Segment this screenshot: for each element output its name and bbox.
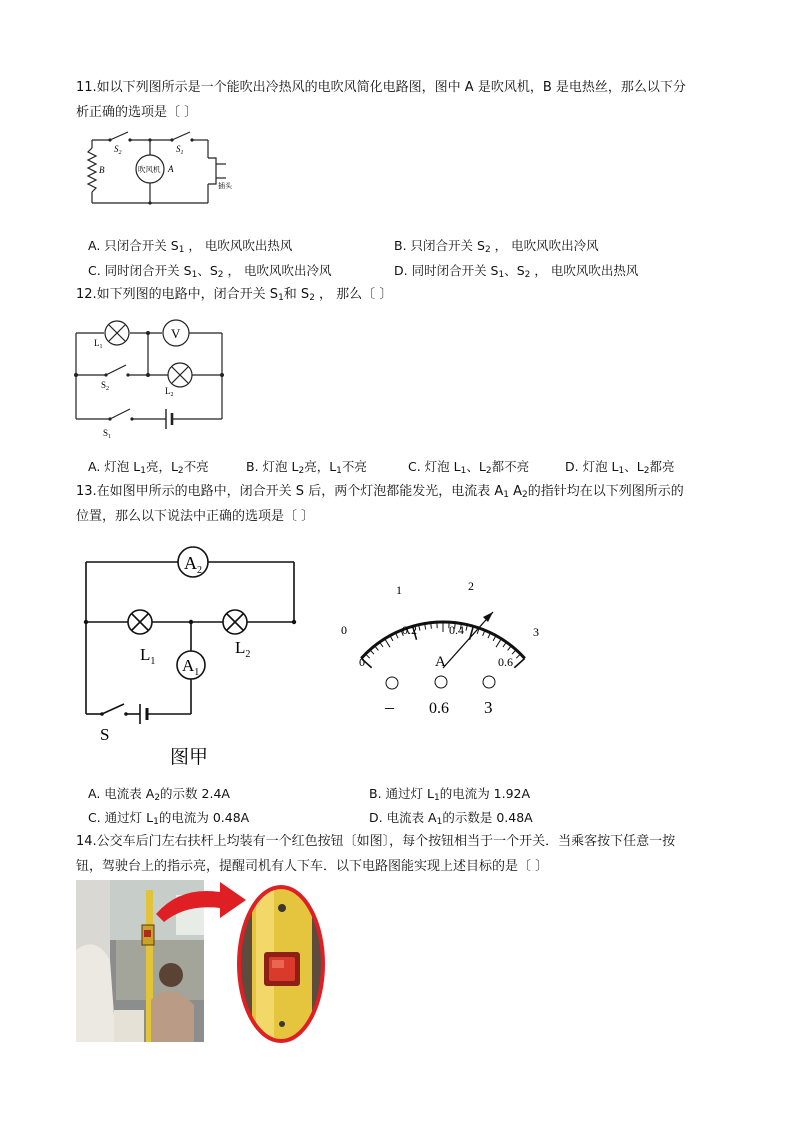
q13-option-b[interactable]: B. 通过灯 $L_1$的电流为 1.92A [369, 786, 531, 803]
q13-meter-unit: A [435, 654, 446, 670]
q13-label-a1: $A_1$ [182, 656, 200, 678]
q13-text-line1: 13.在如图甲所示的电路中，闭合开关 S 后，两个灯泡都能发光，电流表 $A_1$ $A_2$的指针均在以下列图所示的 [76, 484, 684, 500]
q12-label-s1: $S_1$ [103, 428, 112, 440]
q12-option-d[interactable]: D. 灯泡 $L_1$、$L_2$都亮 [565, 459, 675, 476]
q13-terminal-minus [386, 677, 398, 689]
q11-label-motor: 吹风机 [138, 165, 161, 174]
q13-meter-tick [375, 646, 379, 651]
q11-label-plug: 插头 [218, 182, 232, 190]
q12-switch-s1 [110, 409, 130, 419]
q13-terminal-label-3: 3 [484, 698, 493, 717]
q11-option-b[interactable]: B. 只闭合开关 $S_2$ ， 电吹风吹出冷风 [394, 238, 599, 255]
q11-text-line1: 11.如以下列图所示是一个能吹出冷热风的电吹风简化电路图，图中 A 是吹风机，B 是电热丝，那么以下分 [76, 80, 686, 95]
q13-meter-tick [514, 658, 524, 667]
q13-terminal-06 [435, 676, 447, 688]
q12-text: 12.如下列图的电路中，闭合开关 $S_1$和 $S_2$ ， 那么〔 〕 [76, 287, 393, 303]
q12-circuit-diagram [70, 315, 230, 440]
q11-label-a: A [168, 164, 174, 174]
q11-text-line2: 析正确的选项是〔 〕 [76, 105, 198, 120]
q14-arrow-icon [150, 878, 250, 928]
q13-option-c[interactable]: C. 通过灯 $L_1$的电流为 0.48A [88, 810, 250, 827]
q12-option-a[interactable]: A. 灯泡 $L_1$亮，$L_2$不亮 [88, 459, 209, 476]
q14-text-line2: 钮，驾驶台上的指示亮，提醒司机有人下车．以下电路图能实现上述目标的是〔 〕 [76, 859, 549, 874]
q11-label-s2: $S_2$ [114, 144, 122, 156]
q14-button-closeup [236, 884, 326, 1044]
q11-plug [208, 158, 216, 184]
q13-meter-tick [385, 639, 390, 647]
q13-meter-tick [431, 623, 432, 629]
q13-label-a2: $A_2$ [184, 553, 202, 576]
q12-label-s2: $S_2$ [101, 380, 110, 392]
q13-circuit-diagram [80, 540, 305, 770]
q11-switch-s1 [172, 132, 190, 140]
q13-option-a[interactable]: A. 电流表 $A_2$的示数 2.4A [88, 786, 230, 803]
q11-option-c[interactable]: C. 同时闭合开关 $S_1$、$S_2$ ， 电吹风吹出冷风 [88, 263, 332, 280]
q13-meter-inner-label-1: 0.2 [402, 623, 417, 637]
q13-meter-outer-label-1: 1 [396, 583, 402, 597]
q13-meter-tick [380, 642, 383, 647]
q13-meter-needle [443, 612, 493, 668]
q13-meter-inner-label-2: 0.4 [449, 623, 464, 637]
q13-meter-tick [503, 642, 506, 647]
q13-meter-tick [508, 646, 512, 651]
q12-label-l2: $L_2$ [165, 386, 174, 398]
q11-label-b: B [99, 165, 105, 175]
q13-terminal-3 [483, 676, 495, 688]
q13-meter-tick [496, 639, 501, 647]
q13-meter-tick [365, 654, 369, 658]
q11-switch-s2 [110, 132, 128, 140]
q11-circuit-diagram [80, 128, 250, 210]
q12-switch-s2 [106, 365, 126, 375]
q13-label-s: S [100, 725, 110, 744]
q13-ammeter-dial [335, 572, 550, 722]
q13-text-line2: 位置，那么以下说法中正确的选项是〔 〕 [76, 509, 315, 524]
q13-terminal-label-06: 0.6 [429, 700, 449, 717]
q13-meter-inner-label-0: 0 [359, 655, 365, 669]
q13-switch-s [102, 704, 124, 714]
q11-label-s1: $S_1$ [176, 144, 184, 156]
q11-option-a[interactable]: A. 只闭合开关 $S_1$ ， 电吹风吹出热风 [88, 238, 293, 255]
q14-text-line1: 14.公交车后门左右扶杆上均装有一个红色按钮〔如图〕，每个按钮相当于一个开关．当乘客按下任意一按 [76, 834, 676, 849]
q11-option-d[interactable]: D. 同时闭合开关 $S_1$、$S_2$ ， 电吹风吹出热风 [394, 263, 639, 280]
q13-meter-tick [512, 650, 516, 654]
q13-label-l1: $L_1$ [140, 645, 156, 667]
q13-option-d[interactable]: D. 电流表 $A_1$的示数是 0.48A [369, 810, 533, 827]
q12-option-c[interactable]: C. 灯泡 $L_1$、$L_2$都不亮 [408, 459, 530, 476]
q12-option-b[interactable]: B. 灯泡 $L_2$亮，$L_1$不亮 [246, 459, 367, 476]
q13-caption: 图甲 [170, 747, 209, 768]
q13-meter-tick [516, 654, 520, 658]
q12-label-l1: $L_1$ [94, 338, 103, 350]
q13-meter-outer-label-3: 3 [533, 625, 539, 639]
q12-label-v: V [171, 326, 181, 341]
q11-heater-b [88, 148, 96, 192]
q13-label-l2: $L_2$ [235, 638, 251, 660]
q13-meter-inner-label-3: 0.6 [498, 655, 513, 669]
q13-meter-tick [370, 650, 374, 654]
q13-meter-outer-label-0: 0 [341, 623, 347, 637]
q13-meter-outer-label-2: 2 [468, 579, 474, 593]
q13-terminal-label-minus: – [385, 697, 394, 717]
